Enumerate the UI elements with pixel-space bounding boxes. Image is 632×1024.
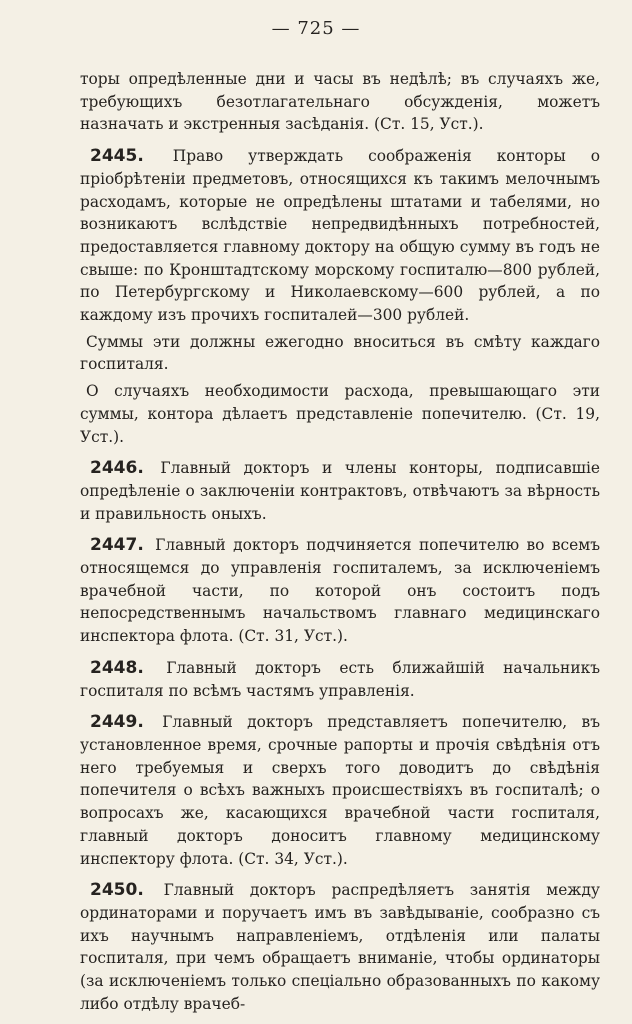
article-2446 <box>80 457 600 525</box>
intro-paragraph: торы опредѣленные дни и часы въ недѣлѣ; въ случаяхъ же, требующихъ безотлагательнаго обсужденія, можетъ назначать и экстренныя засѣданія. (Ст. 15, Уст.). <box>80 70 600 134</box>
article-number: 2448. <box>90 657 144 678</box>
article-2450 <box>80 879 600 1015</box>
article-text: Главный докторъ представляетъ попечителю, въ установленное время, срочные рапорты и прочія свѣдѣнія отъ него требуемыя и сверхъ того доводитъ до свѣдѣнія попечителя о всѣхъ важныхъ происшествіяхъ въ госпиталѣ; о вопросахъ же, касающихся врачебной части госпиталя, главный докторъ доноситъ главному медицинскому инспектору флота. (Ст. 34, Уст.). <box>80 713 600 868</box>
article-number: 2447. <box>90 535 144 556</box>
article-number: 2450. <box>90 880 144 901</box>
article-text: Главный докторъ есть ближайшій начальникъ госпиталя по всѣмъ частямъ управленія. <box>80 658 600 700</box>
body-text <box>80 68 600 1024</box>
article-2445-continuation-1: Суммы эти должны ежегодно вноситься въ смѣту каждаго госпиталя. <box>80 332 600 374</box>
article-2445 <box>80 145 600 327</box>
article-text: Главный докторъ распредѣляетъ занятія между ординаторами и поручаетъ имъ въ завѣдываніе, сообразно съ ихъ научнымъ направленіемъ, отдѣленія или палаты госпиталя, при чемъ обращаетъ вниманіе, чтобы ординаторы (за исключеніемъ только спеціально образованныхъ по какому либо отдѣлу врачеб- <box>80 881 600 1013</box>
article-number: 2446. <box>90 458 144 479</box>
article-number: 2449. <box>90 712 144 733</box>
article-2447 <box>80 534 600 648</box>
article-text: Право утверждать соображенія конторы о пріобрѣтеніи предметовъ, относящихся къ такимъ мелочнымъ расходамъ, которые не опредѣлены штатами и табелями, но возникаютъ вслѣдствіе непредвидѣнныхъ потребностей, предоставляется главному доктору на общую сумму въ годъ не свыше: по Кронштадтскому морскому госпиталю—800 рублей, по Петербургскому и Николаевскому—600 рублей, а по каждому изъ прочихъ госпиталей—300 рублей. <box>80 147 600 325</box>
article-2448 <box>80 657 600 702</box>
article-text: Главный докторъ подчиняется попечителю во всемъ относящемся до управленія госпиталемъ, за исключеніемъ врачебной части, по которой онъ состоитъ подъ непосредственнымъ начальствомъ главнаго медицинскаго инспектора флота. (Ст. 31, Уст.). <box>80 536 600 646</box>
page-number: — 725 — <box>271 18 361 39</box>
article-2449 <box>80 711 600 870</box>
article-2445-continuation-2: О случаяхъ необходимости расхода, превышающаго эти суммы, контора дѣлаетъ представленіе попечителю. (Ст. 19, Уст.). <box>80 382 600 446</box>
article-text: Главный докторъ и члены конторы, подписавшіе опредѣленіе о заключеніи контрактовъ, отвѣчаютъ за вѣрность и правильность оныхъ. <box>80 459 600 523</box>
article-number: 2445. <box>90 146 144 167</box>
